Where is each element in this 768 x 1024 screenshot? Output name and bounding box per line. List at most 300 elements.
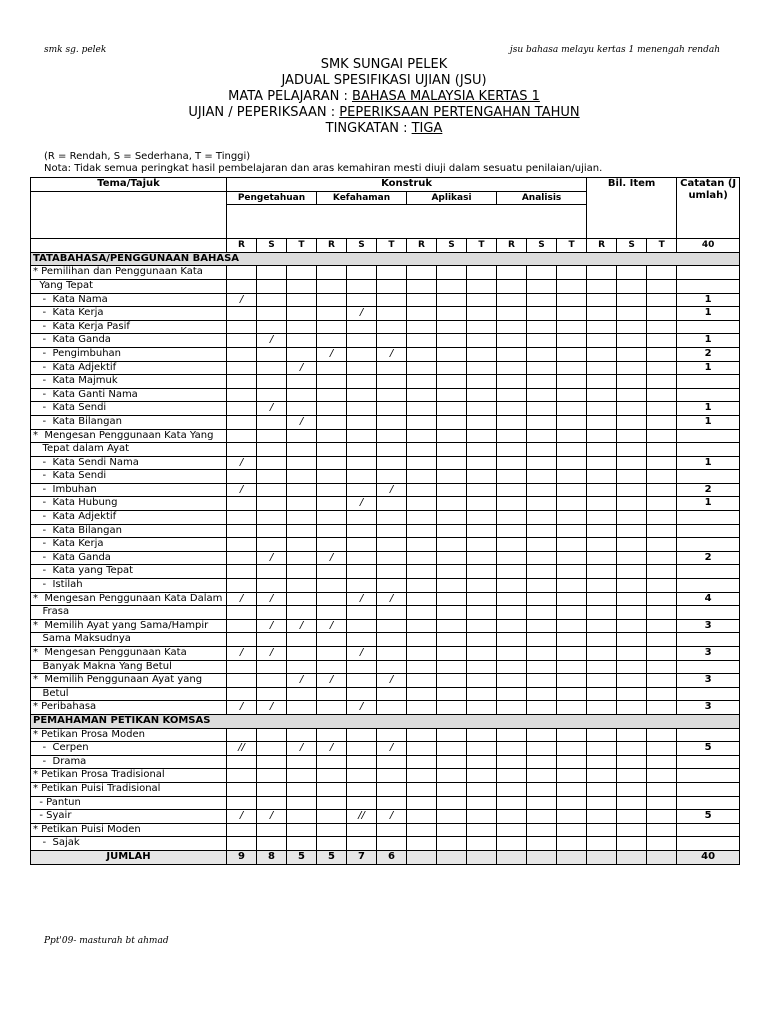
mark-cell [317, 524, 347, 538]
mark-cell [347, 837, 377, 851]
mark-cell [287, 538, 317, 552]
mark-cell [287, 511, 317, 525]
mark-cell [617, 592, 647, 606]
mark-cell [347, 742, 377, 756]
table-row [31, 361, 740, 375]
mark-cell [587, 565, 617, 579]
mark-cell [557, 660, 587, 674]
mark-cell [647, 483, 677, 497]
total-value-cell: 5 [287, 850, 317, 864]
mark-cell [587, 511, 617, 525]
mark-cell [347, 687, 377, 701]
mark-cell [467, 728, 497, 742]
mark-cell [347, 755, 377, 769]
mark-cell: / [287, 361, 317, 375]
mark-cell [647, 402, 677, 416]
mark-cell: / [257, 810, 287, 824]
mark-cell [617, 388, 647, 402]
mark-cell [497, 279, 527, 293]
mark-cell [407, 443, 437, 457]
mark-cell [437, 524, 467, 538]
mark-cell [617, 307, 647, 321]
mark-cell [407, 538, 437, 552]
footer-author: Ppt'09- masturah bt ahmad [44, 936, 169, 946]
mark-cell [647, 674, 677, 688]
mark-cell [437, 334, 467, 348]
mark-cell [587, 293, 617, 307]
mark-cell [467, 782, 497, 796]
mark-cell [647, 375, 677, 389]
mark-cell [287, 388, 317, 402]
mark-cell [647, 279, 677, 293]
mark-cell [377, 266, 407, 280]
table-row [31, 579, 740, 593]
mark-cell [227, 429, 257, 443]
table-row [31, 823, 740, 837]
mark-cell [497, 837, 527, 851]
mark-cell: / [377, 592, 407, 606]
mark-cell [527, 538, 557, 552]
mark-cell [347, 415, 377, 429]
mark-cell [617, 837, 647, 851]
level-header-cell: S [347, 239, 377, 253]
mark-cell: / [227, 483, 257, 497]
mark-cell: / [377, 483, 407, 497]
mark-cell [587, 320, 617, 334]
mark-cell [257, 728, 287, 742]
mark-cell [647, 538, 677, 552]
mark-cell [617, 347, 647, 361]
mark-cell [407, 823, 437, 837]
mark-cell [467, 307, 497, 321]
mark-cell [467, 279, 497, 293]
table-row [31, 307, 740, 321]
mark-cell [287, 470, 317, 484]
mark-cell [287, 334, 317, 348]
mark-cell [287, 606, 317, 620]
mark-cell [557, 497, 587, 511]
total-value-cell: 5 [317, 850, 347, 864]
mark-cell [227, 361, 257, 375]
mark-cell [617, 279, 647, 293]
mark-cell [497, 742, 527, 756]
mark-cell [407, 483, 437, 497]
title-block [0, 57, 768, 137]
mark-cell: / [257, 619, 287, 633]
mark-cell [347, 782, 377, 796]
mark-cell [437, 402, 467, 416]
table-row [31, 633, 740, 647]
total-value-cell [557, 850, 587, 864]
table-row [31, 293, 740, 307]
topic-cell: - Pantun [31, 796, 227, 810]
row-total-cell: 3 [677, 701, 740, 715]
mark-cell [407, 592, 437, 606]
mark-cell [557, 837, 587, 851]
mark-cell [257, 415, 287, 429]
mark-cell [317, 565, 347, 579]
mark-cell [317, 429, 347, 443]
mark-cell [227, 266, 257, 280]
mark-cell [617, 511, 647, 525]
table-row [31, 769, 740, 783]
mark-cell [317, 660, 347, 674]
mark-cell [317, 606, 347, 620]
mark-cell [647, 810, 677, 824]
mark-cell [647, 660, 677, 674]
mark-cell [617, 823, 647, 837]
table-row [31, 810, 740, 824]
mark-cell [557, 429, 587, 443]
mark-cell: / [347, 592, 377, 606]
mark-cell [317, 483, 347, 497]
mark-cell [587, 375, 617, 389]
mark-cell [287, 456, 317, 470]
mark-cell [557, 470, 587, 484]
mark-cell [227, 823, 257, 837]
mark-cell [407, 429, 437, 443]
mark-cell [527, 361, 557, 375]
mark-cell [467, 551, 497, 565]
row-total-cell: 1 [677, 293, 740, 307]
mark-cell [497, 524, 527, 538]
mark-cell [467, 347, 497, 361]
mark-cell [347, 579, 377, 593]
section-row [31, 252, 740, 266]
mark-cell [617, 266, 647, 280]
mark-cell [227, 633, 257, 647]
mark-cell [557, 647, 587, 661]
mark-cell [497, 810, 527, 824]
col-catatan-header: Catatan (Jumlah) [677, 178, 740, 239]
mark-cell [467, 524, 497, 538]
mark-cell: / [227, 293, 257, 307]
header-doc-ref: jsu bahasa melayu kertas 1 menengah rendah [509, 45, 720, 55]
table-row [31, 755, 740, 769]
mark-cell [497, 823, 527, 837]
mark-cell [407, 361, 437, 375]
mark-cell [617, 687, 647, 701]
table-row [31, 402, 740, 416]
mark-cell [527, 402, 557, 416]
mark-cell: / [347, 497, 377, 511]
mark-cell [647, 388, 677, 402]
row-total-cell: 4 [677, 592, 740, 606]
topic-cell: - Kata Adjektif [31, 361, 227, 375]
mark-cell [317, 579, 347, 593]
mark-cell [407, 402, 437, 416]
topic-cell: * Mengesan Penggunaan Kata Yang [31, 429, 227, 443]
mark-cell [617, 728, 647, 742]
mark-cell [617, 606, 647, 620]
mark-cell [407, 633, 437, 647]
mark-cell [617, 497, 647, 511]
mark-cell [377, 769, 407, 783]
table-row [31, 497, 740, 511]
row-total-cell: 3 [677, 647, 740, 661]
mark-cell [317, 633, 347, 647]
topic-cell: - Kata Kerja [31, 307, 227, 321]
mark-cell [287, 483, 317, 497]
mark-cell [257, 538, 287, 552]
mark-cell [617, 456, 647, 470]
mark-cell [497, 388, 527, 402]
mark-cell [527, 823, 557, 837]
mark-cell [347, 347, 377, 361]
mark-cell [497, 647, 527, 661]
table-row [31, 429, 740, 443]
mark-cell: / [317, 619, 347, 633]
mark-cell [527, 755, 557, 769]
col-topic-header: Tema/Tajuk [31, 178, 227, 192]
mark-cell [437, 443, 467, 457]
mark-cell [257, 755, 287, 769]
mark-cell [377, 837, 407, 851]
row-total-cell [677, 633, 740, 647]
mark-cell [227, 769, 257, 783]
mark-cell [227, 347, 257, 361]
mark-cell [257, 769, 287, 783]
mark-cell [587, 456, 617, 470]
mark-cell [407, 728, 437, 742]
mark-cell [227, 524, 257, 538]
mark-cell [407, 606, 437, 620]
row-total-cell [677, 375, 740, 389]
topic-cell: - Kata Kerja [31, 538, 227, 552]
mark-cell [467, 687, 497, 701]
mark-cell [497, 551, 527, 565]
group-aplikasi: Aplikasi [407, 191, 497, 205]
mark-cell [587, 334, 617, 348]
legend-scale: (R = Rendah, S = Sederhana, T = Tinggi) [44, 151, 251, 162]
mark-cell [287, 796, 317, 810]
table-row [31, 796, 740, 810]
table-row [31, 674, 740, 688]
level-header-cell: R [587, 239, 617, 253]
mark-cell [617, 701, 647, 715]
mark-cell [287, 769, 317, 783]
mark-cell [347, 320, 377, 334]
mark-cell [647, 361, 677, 375]
mark-cell [587, 755, 617, 769]
topic-cell: - Drama [31, 755, 227, 769]
mark-cell [497, 538, 527, 552]
mark-cell [377, 293, 407, 307]
exam-line [0, 105, 768, 121]
mark-cell [557, 334, 587, 348]
mark-cell [467, 402, 497, 416]
mark-cell: // [227, 742, 257, 756]
mark-cell [587, 687, 617, 701]
mark-cell [227, 660, 257, 674]
topic-cell: - Sajak [31, 837, 227, 851]
mark-cell [317, 511, 347, 525]
mark-cell [407, 279, 437, 293]
mark-cell [377, 538, 407, 552]
subject-line [0, 89, 768, 105]
mark-cell [647, 307, 677, 321]
mark-cell [557, 524, 587, 538]
mark-cell [497, 687, 527, 701]
level-value: TIGA [411, 121, 443, 136]
mark-cell [617, 538, 647, 552]
mark-cell [497, 347, 527, 361]
mark-cell [377, 334, 407, 348]
topic-cell: Tepat dalam Ayat [31, 443, 227, 457]
mark-cell [527, 660, 557, 674]
mark-cell [377, 307, 407, 321]
table-row [31, 565, 740, 579]
mark-cell [407, 497, 437, 511]
mark-cell [407, 347, 437, 361]
mark-cell [557, 810, 587, 824]
mark-cell [647, 565, 677, 579]
mark-cell [317, 782, 347, 796]
table-row [31, 538, 740, 552]
topic-cell: * Mengesan Penggunaan Kata [31, 647, 227, 661]
mark-cell [587, 538, 617, 552]
mark-cell: / [377, 810, 407, 824]
mark-cell [617, 796, 647, 810]
mark-cell [437, 633, 467, 647]
mark-cell [257, 320, 287, 334]
mark-cell [317, 279, 347, 293]
mark-cell [527, 551, 557, 565]
mark-cell [557, 592, 587, 606]
section-title: TATABAHASA/PENGGUNAAN BAHASA [31, 252, 740, 266]
mark-cell [557, 293, 587, 307]
col-bil-item-header: Bil. Item [587, 178, 677, 239]
mark-cell [647, 456, 677, 470]
mark-cell [617, 524, 647, 538]
mark-cell [617, 402, 647, 416]
mark-cell [227, 606, 257, 620]
mark-cell [437, 796, 467, 810]
mark-cell [407, 769, 437, 783]
mark-cell [647, 266, 677, 280]
mark-cell [257, 483, 287, 497]
level-header-cell: S [527, 239, 557, 253]
mark-cell [347, 429, 377, 443]
total-value-cell [647, 850, 677, 864]
mark-cell [227, 511, 257, 525]
mark-cell: / [227, 647, 257, 661]
mark-cell [377, 647, 407, 661]
mark-cell [647, 619, 677, 633]
mark-cell [257, 443, 287, 457]
mark-cell [407, 470, 437, 484]
legend-note: Nota: Tidak semua peringkat hasil pembelajaran dan aras kemahiran mesti diuji dalam sesuatu penilaian/ujian. [44, 163, 603, 174]
row-total-cell: 1 [677, 334, 740, 348]
mark-cell [407, 415, 437, 429]
table-row [31, 606, 740, 620]
mark-cell [287, 497, 317, 511]
mark-cell [347, 388, 377, 402]
mark-cell [377, 497, 407, 511]
table-row [31, 415, 740, 429]
section-row [31, 714, 740, 728]
mark-cell [587, 388, 617, 402]
mark-cell [617, 742, 647, 756]
mark-cell [617, 293, 647, 307]
mark-cell [317, 402, 347, 416]
mark-cell [317, 443, 347, 457]
mark-cell [587, 619, 617, 633]
mark-cell [617, 551, 647, 565]
mark-cell [437, 307, 467, 321]
mark-cell [257, 687, 287, 701]
mark-cell [617, 415, 647, 429]
mark-cell [527, 565, 557, 579]
mark-cell [557, 687, 587, 701]
mark-cell [437, 647, 467, 661]
mark-cell [587, 823, 617, 837]
mark-cell [347, 334, 377, 348]
mark-cell [467, 606, 497, 620]
mark-cell [587, 551, 617, 565]
row-total-cell [677, 511, 740, 525]
level-header-cell: T [557, 239, 587, 253]
mark-cell [227, 538, 257, 552]
mark-cell [377, 361, 407, 375]
level-header-cell: R [497, 239, 527, 253]
mark-cell [407, 307, 437, 321]
mark-cell: / [317, 347, 347, 361]
mark-cell [527, 470, 557, 484]
table-row [31, 443, 740, 457]
mark-cell [257, 742, 287, 756]
mark-cell: / [257, 701, 287, 715]
mark-cell [347, 796, 377, 810]
mark-cell [587, 361, 617, 375]
mark-cell [647, 347, 677, 361]
mark-cell [377, 687, 407, 701]
level-header-cell: T [467, 239, 497, 253]
mark-cell [617, 810, 647, 824]
mark-cell [587, 429, 617, 443]
mark-cell [587, 796, 617, 810]
mark-cell [407, 511, 437, 525]
mark-cell [527, 701, 557, 715]
mark-cell [377, 606, 407, 620]
mark-cell [467, 334, 497, 348]
row-total-cell [677, 687, 740, 701]
mark-cell [317, 837, 347, 851]
mark-cell [227, 755, 257, 769]
mark-cell [527, 483, 557, 497]
mark-cell [647, 293, 677, 307]
row-total-cell [677, 538, 740, 552]
mark-cell [557, 443, 587, 457]
mark-cell [527, 606, 557, 620]
topic-cell: Yang Tepat [31, 279, 227, 293]
mark-cell [377, 524, 407, 538]
mark-cell [287, 524, 317, 538]
mark-cell [287, 782, 317, 796]
mark-cell [437, 810, 467, 824]
mark-cell [287, 579, 317, 593]
mark-cell [257, 307, 287, 321]
table-row [31, 728, 740, 742]
mark-cell [557, 361, 587, 375]
row-total-cell [677, 320, 740, 334]
mark-cell [557, 565, 587, 579]
mark-cell [527, 742, 557, 756]
mark-cell [527, 619, 557, 633]
row-total-cell [677, 388, 740, 402]
topic-cell: Betul [31, 687, 227, 701]
mark-cell [377, 565, 407, 579]
